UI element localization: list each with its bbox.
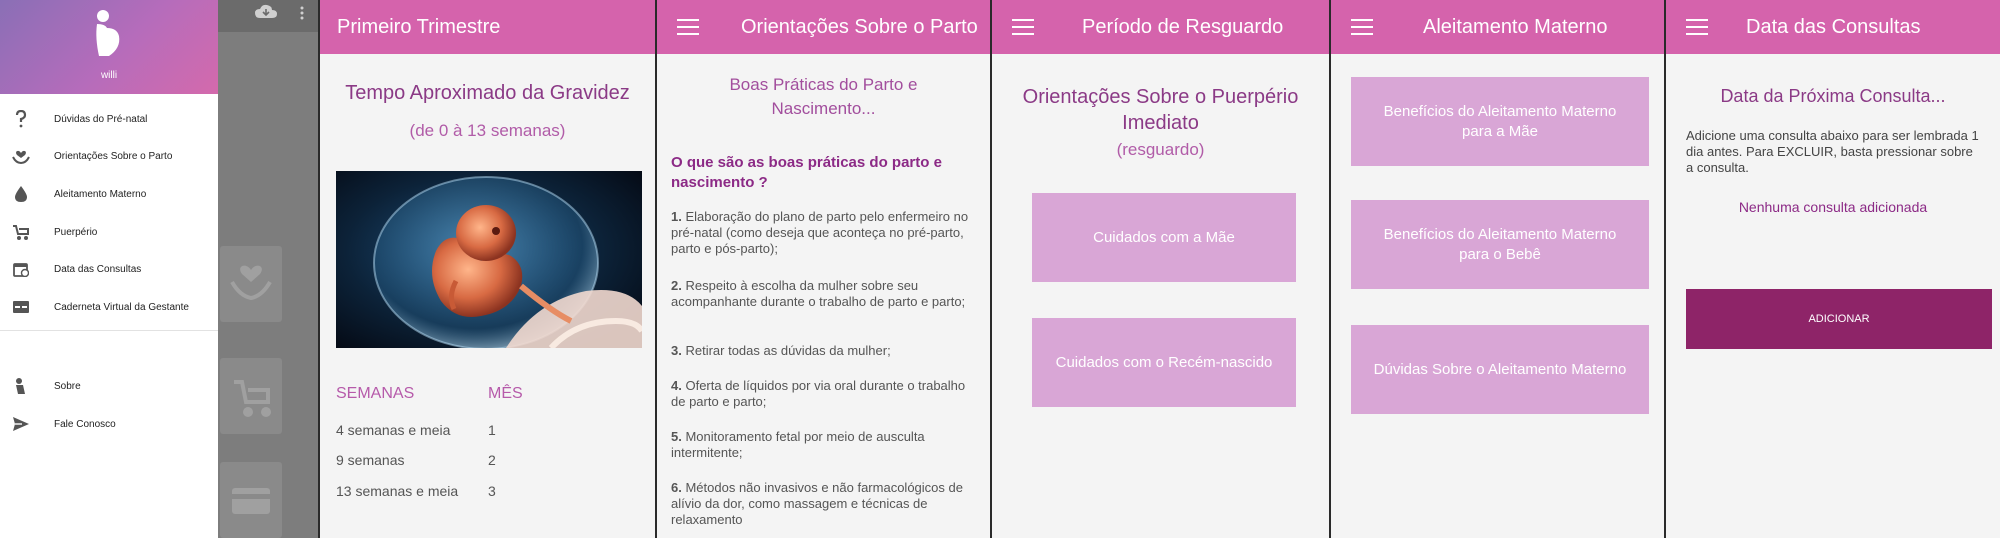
section-heading: Data da Próxima Consulta... bbox=[1720, 86, 1946, 106]
scrim-toolbar bbox=[218, 0, 320, 32]
drop-icon bbox=[12, 185, 30, 203]
section-subheading: (resguardo) bbox=[1116, 140, 1205, 159]
resguardo-screen bbox=[992, 0, 1329, 538]
table-cell-weeks: 9 semanas bbox=[336, 452, 405, 468]
app-bar bbox=[992, 0, 1329, 54]
practice-number: 4. bbox=[671, 378, 682, 393]
duvidas-aleitamento-button[interactable]: Dúvidas Sobre o Aleitamento Materno bbox=[1351, 325, 1649, 414]
empty-state-text: Nenhuma consulta adicionada bbox=[1738, 199, 1928, 215]
table-header-semanas: SEMANAS bbox=[336, 385, 415, 402]
adicionar-button[interactable]: ADICIONAR bbox=[1686, 289, 1992, 349]
section-heading: Boas Práticas do Parto e Nascimento... bbox=[729, 75, 918, 118]
more-vert-icon[interactable] bbox=[300, 6, 304, 20]
beneficios-bebe-button[interactable]: Benefícios do Aleitamento Materno para o Bebê bbox=[1351, 200, 1649, 289]
drawer-item-label: Data das Consultas bbox=[54, 263, 142, 275]
drawer-item-label: Fale Conosco bbox=[54, 418, 116, 430]
calendar-icon bbox=[12, 260, 30, 278]
practice-number: 1. bbox=[671, 209, 682, 224]
section-heading: Orientações Sobre o Puerpério Imediato bbox=[1022, 86, 1299, 134]
drawer-item-label: Dúvidas do Pré-natal bbox=[54, 113, 148, 125]
navigation-drawer bbox=[0, 0, 218, 538]
drawer-username: willi bbox=[100, 70, 118, 81]
table-cell-month: 1 bbox=[488, 422, 496, 438]
aleitamento-screen bbox=[1331, 0, 1664, 538]
drawer-item-label: Puerpério bbox=[54, 226, 98, 238]
drawer-divider bbox=[0, 330, 218, 331]
question-icon bbox=[12, 110, 30, 128]
drawer-item-label: Caderneta Virtual da Gestante bbox=[54, 301, 189, 313]
section-question: O que são as boas práticas do parto e nascimento ? bbox=[671, 154, 942, 191]
drawer-item-label: Sobre bbox=[54, 380, 81, 392]
drawer-header bbox=[0, 0, 218, 94]
practice-item bbox=[671, 378, 976, 410]
section-heading: Tempo Aproximado da Gravidez bbox=[345, 82, 630, 104]
page-title: Período de Resguardo bbox=[1082, 15, 1284, 38]
drawer-item-sobre[interactable] bbox=[12, 375, 81, 397]
page-title: Aleitamento Materno bbox=[1423, 15, 1608, 38]
scrim-tile-parto bbox=[220, 246, 282, 322]
drawer-item-caderneta[interactable] bbox=[12, 296, 189, 318]
practice-text: Monitoramento fetal por meio de ausculta intermitente; bbox=[671, 429, 925, 460]
app-bar bbox=[320, 0, 655, 54]
practice-number: 5. bbox=[671, 429, 682, 444]
app-bar bbox=[1666, 0, 2000, 54]
page-title: Orientações Sobre o Parto bbox=[741, 15, 978, 38]
practice-number: 2. bbox=[671, 278, 682, 293]
practice-item bbox=[671, 429, 976, 461]
drawer-item-label: Aleitamento Materno bbox=[54, 188, 147, 200]
cuidados-recem-nascido-button[interactable]: Cuidados com o Recém-nascido bbox=[1032, 318, 1296, 407]
table-cell-month: 2 bbox=[488, 452, 496, 468]
app-bar bbox=[1331, 0, 1664, 54]
practice-number: 6. bbox=[671, 480, 682, 495]
trimestre-screen bbox=[320, 0, 655, 538]
practice-text: Métodos não invasivos e não farmacológicos de alívio da dor, como massagem e técnicas de relaxamento bbox=[671, 480, 963, 527]
drawer-scrim[interactable] bbox=[218, 0, 320, 538]
consultas-screen bbox=[1666, 0, 2000, 538]
page-title: Data das Consultas bbox=[1746, 15, 1921, 38]
practice-text: Elaboração do plano de parto pelo enfermeiro no pré-natal (como deseja que aconteça no pré-parto, parto e pós-parto); bbox=[671, 209, 969, 256]
scrim-tile-puerperio bbox=[220, 358, 282, 434]
drawer-item-parto[interactable] bbox=[12, 145, 172, 167]
card-icon bbox=[12, 298, 30, 316]
drawer-item-consultas[interactable] bbox=[12, 258, 141, 280]
app-bar bbox=[657, 0, 990, 54]
menu-icon[interactable] bbox=[1012, 19, 1034, 35]
beneficios-mae-button[interactable]: Benefícios do Aleitamento Materno para a Mãe bbox=[1351, 77, 1649, 166]
pregnant-woman-logo-icon bbox=[85, 8, 127, 58]
practice-item bbox=[671, 480, 976, 528]
section-subheading: (de 0 à 13 semanas) bbox=[409, 121, 566, 140]
practice-text: Respeito à escolha da mulher sobre seu acompanhante durante o trabalho de parto e parto; bbox=[671, 278, 966, 309]
cloud-download-icon bbox=[254, 4, 278, 20]
embryo-image bbox=[336, 171, 642, 348]
drawer-item-aleitamento[interactable] bbox=[12, 183, 146, 205]
practice-item bbox=[671, 343, 976, 359]
hands-heart-icon bbox=[12, 147, 30, 165]
practice-text: Oferta de líquidos por via oral durante o trabalho de parto e parto; bbox=[671, 378, 966, 409]
page-title: Primeiro Trimestre bbox=[337, 15, 501, 38]
consultas-description: Adicione uma consulta abaixo para ser lembrada 1 dia antes. Para EXCLUIR, basta pressionar sobre a consulta. bbox=[1686, 128, 1979, 175]
drawer-item-puerperio[interactable] bbox=[12, 221, 97, 243]
practice-item bbox=[671, 209, 976, 257]
cuidados-mae-button[interactable]: Cuidados com a Mãe bbox=[1032, 193, 1296, 282]
practice-number: 3. bbox=[671, 343, 682, 358]
send-icon bbox=[12, 415, 30, 433]
table-cell-weeks: 13 semanas e meia bbox=[336, 483, 459, 499]
info-icon bbox=[12, 377, 30, 395]
drawer-item-label: Orientações Sobre o Parto bbox=[54, 150, 173, 162]
menu-icon[interactable] bbox=[1686, 19, 1708, 35]
drawer-item-duvidas[interactable] bbox=[12, 108, 147, 130]
drawer-item-fale-conosco[interactable] bbox=[12, 413, 116, 435]
menu-icon[interactable] bbox=[677, 19, 699, 35]
scrim-tile-caderneta bbox=[220, 462, 282, 538]
drawer-screen bbox=[0, 0, 320, 538]
parto-screen bbox=[657, 0, 990, 538]
practice-text: Retirar todas as dúvidas da mulher; bbox=[685, 343, 891, 358]
table-header-mes: MÊS bbox=[488, 385, 523, 402]
practice-item bbox=[671, 278, 976, 310]
menu-icon[interactable] bbox=[1351, 19, 1373, 35]
stroller-icon bbox=[12, 223, 30, 241]
table-cell-month: 3 bbox=[488, 483, 496, 499]
table-cell-weeks: 4 semanas e meia bbox=[336, 422, 451, 438]
